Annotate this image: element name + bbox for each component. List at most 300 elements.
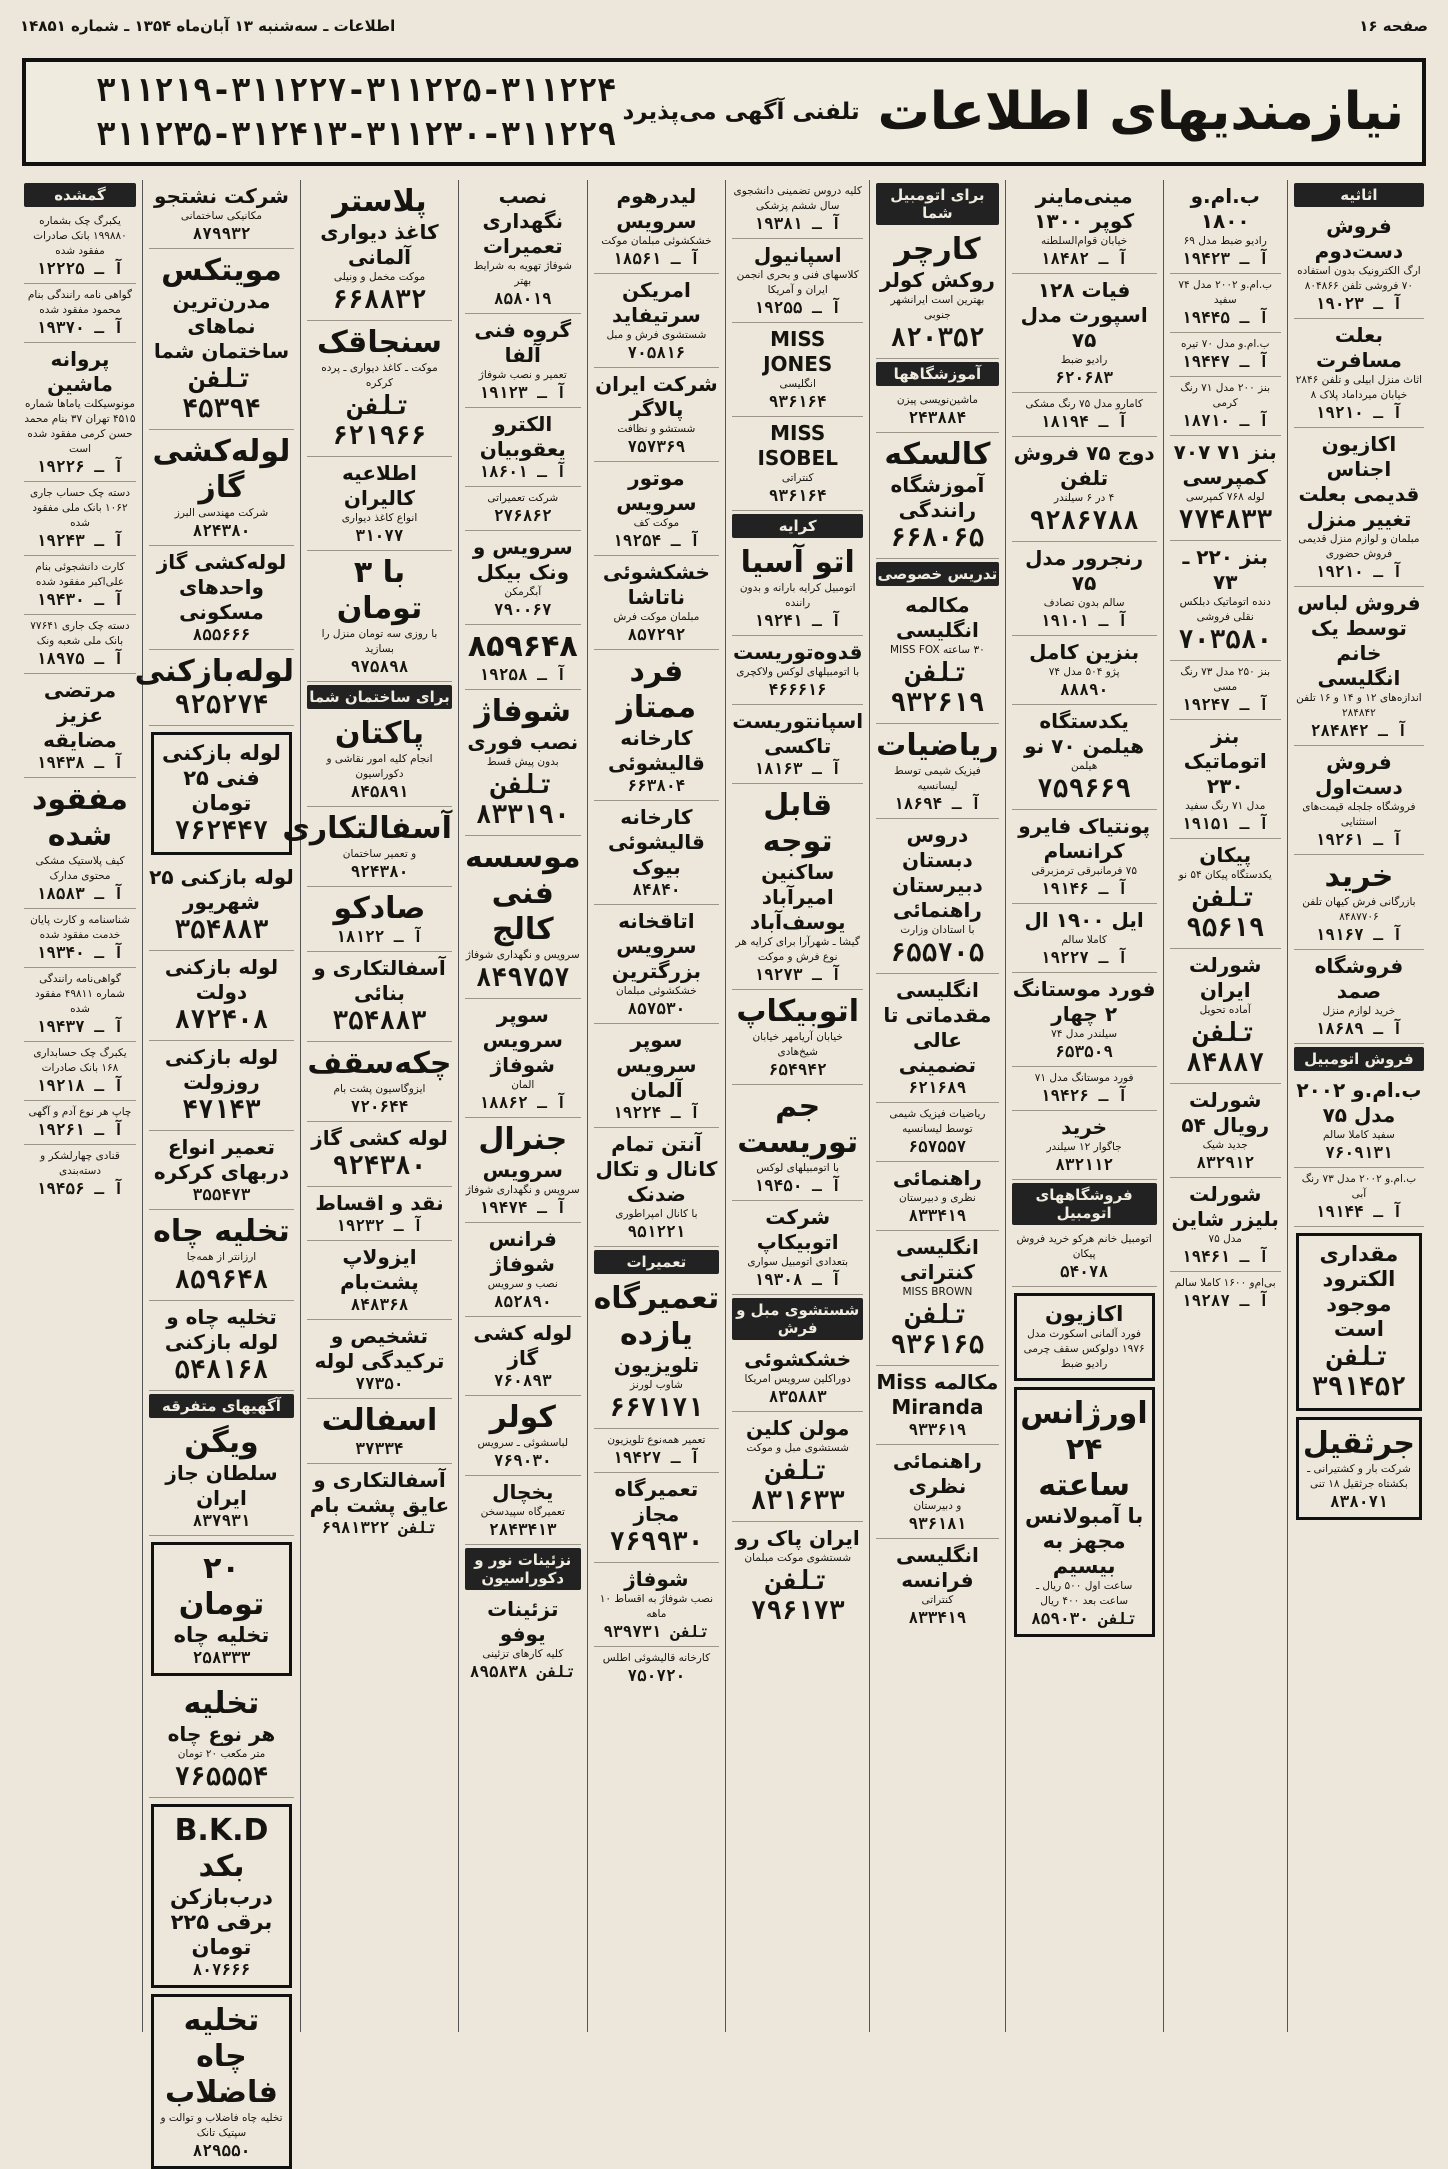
ad-headline: MISS JONES [763,327,833,376]
ad-headline-large: تخلیه [183,1686,260,1721]
ad-text: فروشگاه جلجله قیمت‌های استثنایی [1302,801,1416,828]
ad-text: تخلیه چاه فاضلاب و توالت و سپتیک تانک [160,2112,283,2139]
ad-headline: لوله کشی گاز [311,1126,448,1150]
ad-text: با روزی سه تومان منزل را بسازید [321,628,438,655]
ad-text: کلیه کارهای تزئینی [482,1648,564,1660]
ad-text: جاگوار ۱۲ سیلندر [1046,1141,1122,1153]
classified-ad [24,343,136,482]
ad-headline: مولن کلین [746,1416,850,1440]
ad-headline: سوپر سرویس آلمان [616,1028,697,1102]
classified-ad [465,180,581,314]
ad-phone: ۹۳۳۶۱۹ [908,1420,967,1439]
ad-phone: ۷۰۵۸۱۶ [627,343,686,362]
ad-headline: بنز ۲۲۰ ـ ۷۳ [1182,545,1268,594]
ad-headline: تشخیص و ترکیدگی لوله [314,1324,445,1373]
ad-text: شستشوی مبل و موکت [746,1442,849,1454]
section-heading: برای ساختمان شما [307,685,452,709]
ad-headline-large: کولر [489,1400,556,1435]
ad-text: دوراکلین سرویس امریکا [744,1373,851,1385]
ad-text: ب.ام.و مدل ۷۰ تیره [1180,338,1270,350]
ad-headline: با آمبولانس مجهز به بیسیم [1025,1504,1144,1578]
ad-headline: آموزشگاه رانندگی [890,473,985,522]
classified-ad [1012,1111,1157,1180]
ad-headline: کاغذ دیواری آلمانی [320,220,439,269]
boxed-ad [1014,1293,1155,1381]
ad-text: لباسشوئی ـ سرویس [477,1437,569,1449]
ad-headline: سرویس و ونک بیکل [472,535,573,584]
classified-ad [1170,274,1281,333]
classified-ad [594,274,720,368]
classified-ad [732,1343,863,1412]
classified-ad [24,968,136,1042]
ad-headline-large: تخلیه چاه فاضلاب [165,2003,278,2110]
section-heading: نزئینات نور و دکوراسیون [465,1548,581,1590]
ad-phone: ۷۵۷۳۶۹ [627,437,686,456]
ad-headline-large: پاکتان [334,716,425,751]
classified-ad [876,1103,998,1162]
classified-ad [24,674,136,778]
classified-ad [465,408,581,487]
classified-ad [732,1201,863,1295]
ad-text: لوله ۷۶۸ کمپرسی [1185,491,1265,503]
ad-text: مکانیکی ساختمانی [180,210,263,222]
section-heading: فروش اتومبیل [1294,1047,1424,1071]
classified-ad [465,836,581,999]
column-8 [282,180,458,2032]
ad-text: ب.ام.و ۲۰۰۲ مدل ۷۳ رنگ آبی [1301,1173,1417,1200]
classified-ad [1012,1228,1157,1287]
column-2 [1163,180,1287,2032]
ad-text: فورد موستانگ مدل ۷۱ [1034,1072,1134,1084]
ad-headline: شورلت ایران [1189,953,1262,1002]
ad-phone-large: ۶۶۸۰۶۵ [890,523,985,553]
ad-headline: مکالمه Miss Miranda [876,1370,999,1419]
ad-phone: آ ـ ۱۹۴۵۰ [754,1176,842,1195]
ad-text: تعمیر و نصب شوفاژ [478,369,567,381]
classified-ad [594,1563,720,1647]
classified-ad [1012,437,1157,542]
ad-headline-large: موسسه فنی کالج [464,840,581,947]
ad-headline: راهنمائی [892,1166,982,1190]
ad-phone: آ ـ ۱۸۶۹۴ [894,794,981,813]
classified-ad [149,1210,294,1301]
ad-phone: ۲۷۶۸۶۲ [493,506,552,525]
ad-phone: آ ـ ۱۸۶۸۹ [1315,1019,1403,1038]
ad-text: مدل ۷۵ [1208,1233,1242,1245]
ad-headline: لوله‌کشی گاز واحدهای مسکونی [156,550,287,624]
ad-text: یکبرگ چک بشماره ۱۹۹۸۸۰ بانک صادرات مفقود شده [33,215,127,257]
ad-headline: پیکان [1199,843,1252,867]
classified-ad [732,636,863,705]
ad-phone-large: ۷۷۴۸۳۳ [1178,505,1273,535]
classified-ad [594,1024,720,1128]
ad-text: مونوسیکلت یاماها شماره ۴۵۱۵ تهران ۳۷ بنام محمد حسن کرمی مفقود شده است [24,398,136,455]
ad-headline: اکازیون اجناس قدیمی بعلت تغییر منزل [1298,432,1420,531]
ad-text: ۷۵ فرمانبرقی ترمزبرقی [1031,865,1138,877]
ad-headline-large: جم توریست [737,1089,859,1160]
ad-headline: نصب نگهداری تعمیرات [482,184,564,258]
ad-phone-large: ۷۶۲۴۴۷ [174,816,269,846]
ad-phone: آ ـ ۱۹۱۰۱ [1040,611,1128,630]
ad-headline: الکترو یعقوبیان [479,412,566,461]
boxed-ad [151,1542,292,1676]
classified-ad [24,1101,136,1145]
ad-text: موکت کف [633,517,680,529]
ad-headline: شورلت رویال ۵۴ [1181,1088,1270,1137]
classified-ad [149,1421,294,1536]
ad-phone-large: تلفن ۹۵۶۱۹ [1186,883,1265,943]
ad-headline: آسفالتکاری و بنائی [313,956,446,1005]
ad-headline-large: سنجاقک [316,325,442,360]
classified-ad [1294,1168,1424,1227]
ad-phone: آ ـ ۱۸۱۲۲ [336,927,423,946]
classified-ad [876,1231,998,1366]
classified-ad [1012,904,1157,973]
ad-phone-large: تلفن ۸۳۳۱۹۰ [475,770,570,830]
ad-phone: ۸۸۸۹۰ [1060,680,1109,699]
ad-headline-large: کارچر [894,232,981,267]
ad-text: و تعمیر ساختمان [342,848,417,860]
ad-columns [18,180,1430,2160]
ad-phone: آ ـ ۱۹۲۱۰ [1315,403,1403,422]
ad-headline-large: خرید [1324,859,1394,894]
ad-phone: آ ـ ۱۹۳۰۸ [754,1270,842,1289]
ad-text: بهترین است ایرانشهر جنوبی [890,294,985,321]
ad-phone: آ ـ ۱۹۱۴۶ [1040,879,1128,898]
ad-text: موکت ـ کاغذ دیواری ـ پرده کرکره [321,362,438,389]
ad-text: هیلمن [1071,760,1098,772]
ad-headline: قدوه‌توریست [732,640,863,664]
ad-phone: ۸۳۲۹۱۲ [1196,1153,1255,1172]
section-heading: آموزشگاهها [876,362,998,386]
ad-text: بتعدادی اتومبیل سواری [747,1256,849,1268]
ad-phone: ۵۴۰۷۸ [1060,1262,1109,1281]
classified-ad [732,784,863,990]
ad-headline: اسپانتوریست تاکسی [732,709,864,758]
ad-headline-large: ۲۰ تومان [178,1551,265,1622]
ad-phone-large: ۶۶۷۱۷۱ [609,1393,704,1423]
ad-phone: ۷۷۳۵۰ [355,1374,404,1393]
classified-ad [732,1412,863,1522]
classified-ad [1170,377,1281,436]
ad-text: رادیو ضبط مدل ۶۹ [1183,235,1267,247]
ad-phone-large: ۹۲۵۲۷۴ [174,690,269,720]
ad-headline: ایل ۱۹۰۰ ال [1024,908,1144,932]
classified-ad [1012,636,1157,705]
ad-text: المان [511,1079,535,1091]
ad-headline: اکازیون [1044,1302,1124,1326]
ad-phone: آ ـ ۱۹۴۴۷ [1181,352,1269,371]
ad-text: آماده تحویل [1199,1004,1251,1016]
classified-ad [1170,541,1281,661]
boxed-ad [151,1804,292,1988]
ad-headline: روکش کولر [879,268,995,292]
ad-phone-large: ۴۷۱۴۳ [182,1095,261,1125]
boxed-ad [1296,1233,1422,1411]
ad-text: بنز ۲۰۰ مدل ۷۱ رنگ کرمی [1180,382,1271,409]
classified-ad [1170,333,1281,377]
ad-headline: آسفالتکاری و عایق پشت بام [309,1468,450,1517]
ad-phone-large: ۹۲۴۳۸۰ [332,1151,427,1181]
ad-text: بی‌ام‌و ۱۶۰۰ کاملا سالم [1174,1277,1276,1289]
classified-ad [1012,973,1157,1067]
ad-phone: ۸۵۷۲۹۲ [627,625,686,644]
ad-text: متر مکعب ۲۰ تومان [177,1748,266,1760]
ad-phone: آ ـ ۱۹۱۶۷ [1315,925,1403,944]
ad-phone: آ ـ ۱۹۲۴۷ [1181,695,1269,714]
classified-ad [149,249,294,430]
classified-ad [732,180,863,239]
ad-headline: ساکنین امیرآباد یوسف‌آباد [749,860,846,934]
ad-headline: شوفاژ [624,1567,689,1591]
classified-ad [1012,1067,1157,1111]
classified-ad [465,1476,581,1545]
ad-headline: فرانس شوفاژ [488,1227,557,1276]
ad-text: اتومبیل خانم هرکو خرید فروش پیکان [1016,1233,1152,1260]
classified-ad [876,1366,998,1445]
ad-text: خشکشوئی مبلمان موکت [601,235,712,247]
ad-phone: ۸۵۷۵۳۰ [627,999,686,1018]
ad-text: گواهی نامه رانندگی بنام محمود مفقود شده [27,289,133,316]
classified-ad [307,887,452,952]
ad-text: ریاضیات فیزیک شیمی توسط لیسانسیه [889,1108,986,1135]
ad-headline-large: شوفاژ [474,694,572,729]
page-header [20,6,1428,46]
classified-ad [594,905,720,1024]
banner-subtitle: تلفنی آگهی می‌پذیرد [622,99,860,125]
banner-numbers-line-1: ۳۱۱۲۱۹-۳۱۱۲۲۷-۳۱۱۲۲۵-۳۱۱۲۲۴ [96,71,617,109]
classified-ad [876,433,998,559]
ad-phone: ۷۶۹۰۳۰ [493,1451,552,1470]
ad-headline: سرویس [482,1158,563,1182]
column-5 [725,180,869,2032]
ad-phone: آ ـ ۱۸۱۶۳ [754,759,842,778]
ad-phone: ۸۴۸۳۶۸ [350,1295,409,1314]
ad-phone: ۸۴۸۴۰ [632,880,681,899]
ad-headline: امریکن سرتیفاید [612,278,701,327]
classified-ad [307,1320,452,1399]
ad-text: ارزانتر از همه‌جا [186,1251,257,1263]
classified-ad [282,807,452,887]
section-heading: تدریس خصوصی [876,562,998,586]
classified-ad [1170,949,1281,1084]
ad-text: خرید لوازم منزل [1322,1005,1396,1017]
banner-phone-numbers [26,68,616,156]
classified-ad [465,1223,581,1317]
ad-headline: مینی‌ماینر کوپر ۱۳۰۰ [1034,184,1135,233]
ad-text: کنتراتی [781,472,814,484]
ad-text: کیف پلاستیک مشکی محتوی مدارک [35,855,125,882]
classified-ad [465,314,581,408]
ad-phone: آ ـ ۱۹۲۱۸ [36,1076,124,1095]
section-heading: برای اتومبیل شما [876,183,998,225]
ad-headline: پروانه ماشین [47,347,113,396]
section-heading: کرایه [732,514,863,538]
classified-ad [594,650,720,801]
classified-ad [1012,180,1157,274]
ad-phone: آ ـ ۱۹۴۷۴ [479,1198,567,1217]
ad-headline: سلطان جاز ایران [165,1461,278,1510]
ad-headline-large: جرثقیل [1302,1426,1415,1461]
ad-text: پژو ۵۰۴ مدل ۷۴ [1048,666,1120,678]
column-7 [458,180,587,2032]
ad-phone: آ ـ ۱۸۵۸۳ [36,884,124,903]
ad-phone: ۳۷۳۳۴ [355,1439,404,1458]
section-heading: فروشگاههای اتومبیل [1012,1183,1157,1225]
classified-ad [465,1593,581,1686]
ad-phone: آ ـ ۱۹۴۳۸ [36,753,124,772]
ad-text: جدید شیک [1202,1139,1248,1151]
classified-ad [1170,1272,1281,1315]
classified-ad [594,462,720,556]
ad-headline: لوله بازکنی ۲۵ شهریور [149,865,294,914]
ad-phone: آ ـ ۱۹۰۲۳ [1315,294,1403,313]
ad-phone: ۸۵۲۸۹۰ [493,1292,552,1311]
ad-headline-large: لوله‌کشی گاز [152,434,291,505]
classified-ad [1294,1074,1424,1168]
ad-phone-large: ۷۶۹۹۳۰ [609,1527,704,1557]
ad-text: سرویس و نگهداری شوفاژ [465,1184,580,1196]
boxed-ad [1296,1417,1422,1520]
ad-headline: فروش لباس توسط یک خانم انگلیسی [1297,591,1421,690]
ad-text: یکبرگ چک حسابداری ۱۶۸ بانک صادرات [33,1047,127,1074]
ad-phone-large: ۸۷۲۴۰۸ [174,1005,269,1035]
ad-headline: فروش دست‌دوم [1314,214,1404,263]
ad-headline: تعمیر انواع دربهای کرکره [153,1135,290,1184]
ad-text: با استادان وزارت [900,924,975,936]
ad-text: مبلمان و لوازم منزل قدیمی فروش حضوری [1298,533,1420,560]
classified-ad [1012,810,1157,904]
classified-ad [1170,839,1281,949]
ad-text: شناسنامه و کارت پایان خدمت مفقود شده [30,914,130,941]
classified-ad [307,1241,452,1320]
ad-headline: فورد موستانگ ۲ چهار [1012,977,1156,1026]
classified-ad [1294,428,1424,587]
ad-phone: ۸۷۹۹۳۲ [192,224,251,243]
ad-phone: آ ـ ۱۸۸۶۲ [479,1093,567,1112]
classified-ad [149,430,294,546]
ad-phone: آ ـ ۱۹۲۵۸ [479,665,567,684]
classified-ad [1170,720,1281,839]
ad-phone: ۲۴۳۸۸۴ [908,408,967,427]
ad-headline: یکدستگاه هیلمن ۷۰ نو [1024,709,1145,758]
classified-ad [1170,1084,1281,1178]
ad-text: شرکت مهندسی البرز [174,507,269,519]
classified-ad [594,801,720,905]
ad-headline: انگلیسی فرانسه [895,1543,979,1592]
ad-headline-large: مفقود شده [32,782,128,853]
ad-phone: آ ـ ۱۹۱۵۱ [1181,814,1269,833]
ad-headline: دوج ۷۵ فروش تلفن [1013,441,1155,490]
ad-phone: ۸۳۸۰۷۱ [1330,1492,1388,1511]
ad-text: خیابان آریامهر خیابان شیخ‌هادی [752,1031,843,1058]
ad-headline-large: آسفالتکاری [282,811,452,846]
ad-phone: ۷۶۰۹۱۳۱ [1325,1143,1393,1162]
ad-phone: ۹۳۶۱۸۱ [908,1514,967,1533]
ad-headline: رنجرور مدل ۷۵ [1025,546,1144,595]
classified-ad [307,1042,452,1122]
ad-phone-large: ۳۵۴۸۸۳ [332,1006,427,1036]
ad-text: دسته چک جاری ۷۷۶۴۱ بانک ملی شعبه ونک [30,620,130,647]
page-label: صفحه ۱۶ [1359,17,1428,35]
ad-headline: فروشگاه صمد [1314,954,1404,1003]
ad-headline: نصب فوری [467,730,579,754]
ad-phone: ۸۳۵۸۸۳ [768,1387,827,1406]
ad-phone: آ ـ ۱۹۲۲۴ [613,1103,700,1122]
classified-ad [1294,746,1424,855]
ad-headline-large: لوله‌بازکنی [134,654,294,689]
classified-ad [876,228,998,359]
ad-phone: ۹۷۵۸۹۸ [350,657,409,676]
classified-ad [732,705,863,784]
ad-phone: آ ـ ۱۹۲۷۳ [754,965,842,984]
ad-text: بنز ۲۵۰ مدل ۷۳ رنگ مسی [1180,666,1271,693]
ad-phone: آ ـ ۱۹۲۲۶ [36,457,124,476]
ad-text: ۴ در ۶ سیلندر [1054,492,1115,504]
ad-text: اندازه‌های ۱۲ و ۱۴ و ۱۶ تلفن ۲۸۴۸۴۲ [1296,692,1422,719]
ad-headline: تخلیه چاه و لوله بازکنی [164,1305,279,1354]
ad-text: قنادی چهارلشکر و دسته‌بندی [40,1150,120,1177]
classified-ad [149,1682,294,1798]
ad-headline-large: تخلیه چاه [153,1214,290,1249]
ad-phone: ۲۸۴۳۴۱۳ [489,1520,557,1539]
ad-phone: ۸۰۷۶۶۶ [192,1960,251,1979]
ad-phone: تلفن ۸۹۵۸۳۸ [469,1662,576,1681]
classified-ad [307,551,452,682]
ad-headline-large: اسفالت [321,1403,438,1438]
ad-headline: هر نوع چاه [167,1722,276,1746]
classified-ad [149,951,294,1041]
ad-phone: ۸۳۳۴۱۹ [908,1608,967,1627]
column-4 [869,180,1004,2032]
issue-line: اطلاعات ـ سه‌شنبه ۱۳ آبان‌ماه ۱۳۵۴ ـ شماره ۱۴۸۵۱ [20,17,396,35]
ad-phone: ۶۵۷۵۵۷ [908,1137,967,1156]
ad-text: شستشوی فرش و مبل [606,329,707,341]
ad-headline: لوله بازکنی دولت [164,955,279,1004]
ad-text: شوفاژ تهویه به شرایط بهتر [473,260,572,287]
ad-headline: درب‌بازکن برقی ۲۲۵ تومان [169,1885,273,1959]
ad-phone: آ ـ ۱۹۲۳۲ [336,1216,423,1235]
ad-text: با کانال امپراطوری [615,1208,698,1220]
ad-text: گیشا ـ شهرآرا برای کرایه هر نوع فرش و موکت [735,936,860,963]
ad-headline: فروش دست‌اول [1315,750,1403,799]
ad-phone-large: تلفن ۷۹۶۱۷۳ [750,1566,845,1626]
ad-headline: یخچال [492,1480,554,1504]
ad-headline: انگلیسی کنتراتی [895,1235,979,1284]
ad-phone: ۸۵۸۰۱۹ [493,289,552,308]
classified-ad [876,1162,998,1231]
ad-text: ب.ام.و ۲۰۰۲ مدل ۷۴ سفید [1178,279,1273,306]
ad-text: اثاث منزل ابیلی و تلفن ۲۸۴۶ خیابان میرداماد پلاک ۸ [1295,374,1423,401]
ad-phone-large: ۶۶۸۸۳۲ [332,285,427,315]
ad-headline: لوله بازکنی روزولت [164,1045,279,1094]
ad-headline: تعمیرگاه مجاز [614,1477,699,1526]
ad-headline-large: اتوبیکاپ [736,994,860,1029]
ad-headline-large: B.K.D بکد [174,1813,269,1884]
classified-ad [876,1445,998,1539]
ad-phone: ۷۶۰۸۹۳ [493,1371,552,1390]
ad-phone: ۶۶۳۸۰۴ [627,776,686,795]
classifieds-banner [22,58,1426,166]
ad-phone: آ ـ ۱۹۲۱۰ [1315,562,1403,581]
classified-ad [149,180,294,249]
ad-headline: خرید [1061,1115,1108,1139]
ad-headline-large: اورژانس ۲۴ ساعته [1020,1396,1148,1503]
classified-ad [732,417,863,511]
classified-ad [465,999,581,1118]
ad-phone-large: ۷۵۹۶۶۹ [1037,774,1132,804]
ad-headline: سوپر سرویس شوفاژ [482,1003,563,1077]
